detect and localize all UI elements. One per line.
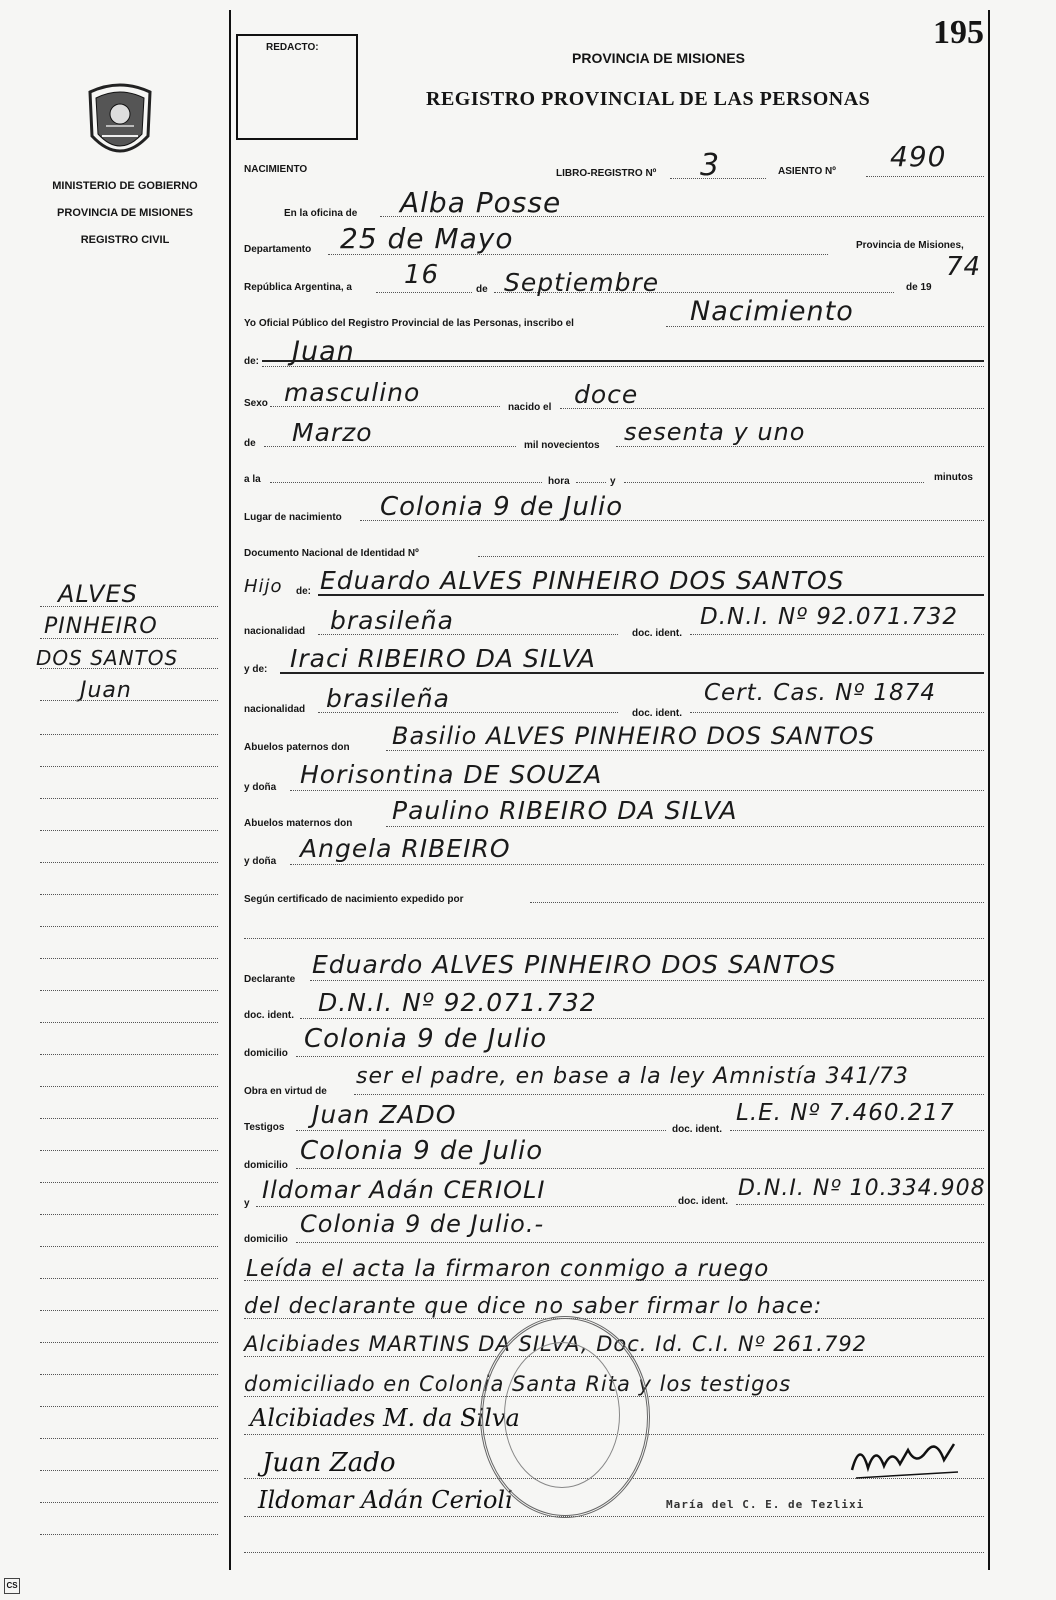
value-oficina: Alba Posse [400, 186, 562, 219]
round-registry-stamp-inner [504, 1342, 620, 1488]
label-sexo: Sexo [244, 398, 268, 409]
label-mil-novecientos: mil novecientos [524, 440, 600, 451]
label-domicilio-testigo-1: domicilio [244, 1160, 288, 1171]
signature-testigo-1: Juan Zado [262, 1448, 396, 1478]
label-nacido-el: nacido el [508, 402, 552, 413]
value-doc-madre: Cert. Cas. Nº 1874 [704, 680, 936, 706]
label-hora: hora [548, 476, 570, 487]
label-republica: República Argentina, a [244, 282, 352, 293]
label-provincia: Provincia de Misiones, [856, 240, 964, 251]
value-dom-testigo-1: Colonia 9 de Julio [300, 1136, 544, 1166]
label-libro-registro: LIBRO-REGISTRO Nº [556, 168, 657, 179]
label-obra: Obra en virtud de [244, 1086, 327, 1097]
value-dia: 16 [404, 260, 440, 290]
note-line-4: domiciliado en Colonia Santa Rita y los testigos [244, 1372, 792, 1396]
label-de-mes-nac: de [244, 438, 256, 449]
label-testigos: Testigos [244, 1122, 285, 1133]
label-domicilio-declarante: domicilio [244, 1048, 288, 1059]
label-doc-padre: doc. ident. [632, 628, 682, 639]
value-obra: ser el padre, en base a la ley Amnistía 341/73 [356, 1064, 909, 1089]
signature-testigo-2: Ildomar Adán Cerioli [258, 1486, 513, 1514]
value-testigo-2: Ildomar Adán CERIOLI [262, 1176, 546, 1204]
label-declarante: Declarante [244, 974, 296, 985]
scanner-logo [4, 1578, 20, 1594]
value-doc-declarante: D.N.I. Nº 92.071.732 [318, 988, 597, 1017]
label-y-dona-pat: y doña [244, 782, 277, 793]
value-dom-testigo-2: Colonia 9 de Julio.- [300, 1210, 545, 1238]
label-abuelos-paternos: Abuelos paternos don [244, 742, 350, 753]
value-abuela-mat: Angela RIBEIRO [300, 834, 511, 863]
value-doc-padre: D.N.I. Nº 92.071.732 [700, 604, 958, 630]
page-number: 195 [933, 14, 984, 51]
label-asiento: ASIENTO Nº [778, 166, 836, 177]
label-oficina: En la oficina de [284, 208, 358, 219]
label-y: y [610, 476, 616, 487]
official-stamp-text: María del C. E. de Tezlixi [666, 1498, 865, 1511]
label-nacionalidad-padre: nacionalidad [244, 626, 306, 637]
value-sexo: masculino [284, 378, 421, 407]
value-nac-madre: brasileña [326, 684, 450, 713]
label-y-testigo-2: y [244, 1198, 250, 1209]
value-mes-nac: Marzo [292, 418, 373, 447]
note-line-2: del declarante que dice no saber firmar lo hace: [244, 1294, 823, 1319]
label-domicilio-testigo-2: domicilio [244, 1234, 288, 1245]
value-madre: Iraci RIBEIRO DA SILVA [290, 644, 596, 673]
label-minutos: minutos [934, 472, 973, 483]
value-padre: Eduardo ALVES PINHEIRO DOS SANTOS [320, 566, 845, 595]
label-documento-nacional: Documento Nacional de Identidad Nº [244, 548, 419, 559]
value-nombre: Juan [292, 336, 355, 367]
label-yo-oficial: Yo Oficial Público del Registro Provincial de las Personas, inscribo el [244, 318, 574, 329]
margin-note-2: PINHEIRO [44, 614, 158, 639]
value-mes: Septiembre [504, 268, 660, 297]
value-declarante: Eduardo ALVES PINHEIRO DOS SANTOS [312, 950, 837, 979]
ministry-line-3: REGISTRO CIVIL [80, 234, 170, 246]
province-title: PROVINCIA DE MISIONES [572, 50, 745, 66]
value-abuela-pat: Horisontina DE SOUZA [300, 760, 603, 789]
label-de-nombre: de: [244, 356, 259, 367]
value-nacido-el: doce [574, 380, 639, 409]
label-doc-testigo-1: doc. ident. [672, 1124, 722, 1135]
label-nacionalidad-madre: nacionalidad [244, 704, 306, 715]
value-doc-testigo-2: D.N.I. Nº 10.334.908 [738, 1176, 986, 1201]
value-testigo-1: Juan ZADO [312, 1100, 457, 1129]
label-a-la: a la [244, 474, 261, 485]
label-segun-certificado: Según certificado de nacimiento expedido por [244, 894, 464, 905]
value-abuelo-pat: Basilio ALVES PINHEIRO DOS SANTOS [392, 722, 876, 750]
right-border-rule [988, 10, 990, 1570]
ministry-line-2: PROVINCIA DE MISIONES [57, 207, 193, 219]
label-de-19: de 19 [906, 282, 932, 293]
label-abuelos-maternos: Abuelos maternos don [244, 818, 353, 829]
official-signature [846, 1430, 966, 1490]
value-nac-padre: brasileña [330, 606, 454, 635]
label-nacimiento: NACIMIENTO [244, 164, 308, 175]
margin-note-4: Juan [80, 678, 132, 703]
label-y-dona-mat: y doña [244, 856, 277, 867]
value-departamento: 25 de Mayo [340, 222, 514, 255]
value-libro-registro: 3 [700, 148, 721, 183]
label-departamento: Departamento [244, 244, 312, 255]
label-lugar: Lugar de nacimiento [244, 512, 342, 523]
label-doc-declarante: doc. ident. [244, 1010, 294, 1021]
value-doc-testigo-1: L.E. Nº 7.460.217 [736, 1100, 955, 1126]
label-y-de: y de: [244, 664, 268, 675]
redacto-label: REDACTO: [266, 42, 319, 53]
value-dom-declarante: Colonia 9 de Julio [304, 1024, 548, 1054]
redacto-box [236, 34, 358, 140]
scanner-logo-text: CS [6, 1581, 18, 1590]
value-hijo: Hijo [244, 576, 283, 597]
value-abuelo-mat: Paulino RIBEIRO DA SILVA [392, 796, 738, 825]
value-anio: 74 [946, 252, 982, 282]
value-lugar: Colonia 9 de Julio [380, 492, 624, 522]
label-de-mes: de [476, 284, 488, 295]
ministry-line-1: MINISTERIO DE GOBIERNO [52, 180, 198, 192]
note-line-1: Leída el acta la firmaron conmigo a ruego [246, 1256, 770, 1282]
note-line-3: Alcibiades MARTINS DA SILVA, Doc. Id. C.I. Nº 261.792 [244, 1332, 868, 1356]
value-anio-nac: sesenta y uno [624, 418, 806, 446]
margin-note-3: DOS SANTOS [36, 646, 179, 670]
label-hijo-de: de: [296, 586, 311, 597]
signature-declarante: Alcibiades M. da Silva [250, 1404, 520, 1432]
provincial-seal [82, 78, 158, 166]
label-doc-madre: doc. ident. [632, 708, 682, 719]
value-inscribo: Nacimiento [690, 296, 854, 327]
margin-note-1: ALVES [58, 580, 138, 608]
label-doc-testigo-2: doc. ident. [678, 1196, 728, 1207]
value-asiento: 490 [890, 140, 947, 173]
registry-title: REGISTRO PROVINCIAL DE LAS PERSONAS [426, 88, 871, 110]
